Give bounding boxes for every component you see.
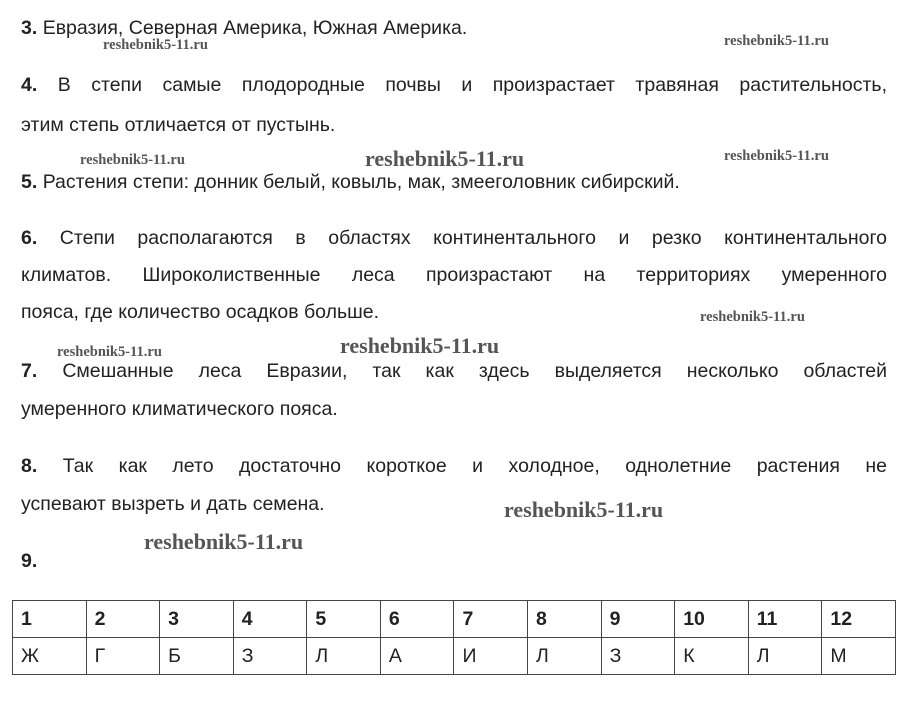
answer-text: Евразия, Северная Америка, Южная Америка. bbox=[42, 17, 468, 39]
table-cell-letter: Ж bbox=[13, 638, 87, 675]
answer-number: 9. bbox=[21, 550, 38, 572]
table-cell-letter: Б bbox=[160, 638, 234, 675]
answer-number: 4. bbox=[21, 74, 38, 96]
table-cell-number: 4 bbox=[233, 601, 307, 638]
table-cell-number: 9 bbox=[601, 601, 675, 638]
table-cell-number: 1 bbox=[13, 601, 87, 638]
watermark: reshebnik5-11.ru bbox=[80, 152, 185, 168]
answer-6-line-2: климатов. Широколиственные леса произрастают на территориях умеренного bbox=[21, 264, 887, 286]
answer-text: Смешанные леса Евразии, так как здесь выделяется несколько областей bbox=[62, 360, 888, 382]
table-cell-number: 2 bbox=[86, 601, 160, 638]
table-cell-number: 8 bbox=[528, 601, 602, 638]
answer-4-line-1 bbox=[21, 73, 887, 97]
answer-text: Степи располагаются в областях континентального и резко континентального bbox=[59, 227, 887, 249]
watermark: reshebnik5-11.ru bbox=[57, 344, 162, 360]
watermark: reshebnik5-11.ru bbox=[724, 33, 829, 49]
table-cell-letter: Л bbox=[307, 638, 381, 675]
answer-text: Так как лето достаточно короткое и холодное, однолетние растения не bbox=[62, 455, 887, 477]
table-cell-letter: К bbox=[675, 638, 749, 675]
table-cell-number: 12 bbox=[822, 601, 896, 638]
table-cell-letter: З bbox=[601, 638, 675, 675]
watermark: reshebnik5-11.ru bbox=[365, 146, 525, 171]
table-cell-letter: Л bbox=[748, 638, 822, 675]
table-cell-letter: А bbox=[380, 638, 454, 675]
watermark: reshebnik5-11.ru bbox=[144, 529, 304, 554]
answer-6-line-3: пояса, где количество осадков больше. bbox=[21, 301, 380, 323]
answer-number: 8. bbox=[21, 455, 38, 477]
answer-5-line-1 bbox=[21, 170, 887, 194]
table-cell-letter: И bbox=[454, 638, 528, 675]
table-cell-number: 6 bbox=[380, 601, 454, 638]
table-cell-number: 3 bbox=[160, 601, 234, 638]
table-cell-number: 10 bbox=[675, 601, 749, 638]
watermark: reshebnik5-11.ru bbox=[340, 333, 500, 358]
table-cell-number: 11 bbox=[748, 601, 822, 638]
answer-7-line-2: умеренного климатического пояса. bbox=[21, 398, 338, 420]
table-row-numbers bbox=[13, 601, 896, 638]
table-cell-letter: Л bbox=[528, 638, 602, 675]
answer-number: 7. bbox=[21, 360, 38, 382]
table-cell-letter: Г bbox=[86, 638, 160, 675]
answer-8-line-1 bbox=[21, 454, 887, 478]
answer-6-line-1 bbox=[21, 226, 887, 250]
answer-text: Растения степи: донник белый, ковыль, мак, змееголовник сибирский. bbox=[42, 171, 680, 193]
table-row-letters bbox=[13, 638, 896, 675]
watermark: reshebnik5-11.ru bbox=[103, 37, 208, 53]
answer-7-line-1 bbox=[21, 359, 887, 383]
answer-number: 6. bbox=[21, 227, 38, 249]
watermark: reshebnik5-11.ru bbox=[724, 148, 829, 164]
table-cell-letter: З bbox=[233, 638, 307, 675]
table-cell-letter: М bbox=[822, 638, 896, 675]
answer-number: 3. bbox=[21, 17, 38, 39]
answer-table bbox=[12, 600, 896, 675]
answer-number: 5. bbox=[21, 171, 38, 193]
table-cell-number: 7 bbox=[454, 601, 528, 638]
answer-8-line-2: успевают вызреть и дать семена. bbox=[21, 493, 325, 515]
table-cell-number: 5 bbox=[307, 601, 381, 638]
answer-text: В степи самые плодородные почвы и произрастает травяная растительность, bbox=[57, 74, 887, 96]
watermark: reshebnik5-11.ru bbox=[504, 497, 664, 522]
watermark: reshebnik5-11.ru bbox=[700, 309, 805, 325]
answer-4-line-2: этим степь отличается от пустынь. bbox=[21, 114, 336, 136]
